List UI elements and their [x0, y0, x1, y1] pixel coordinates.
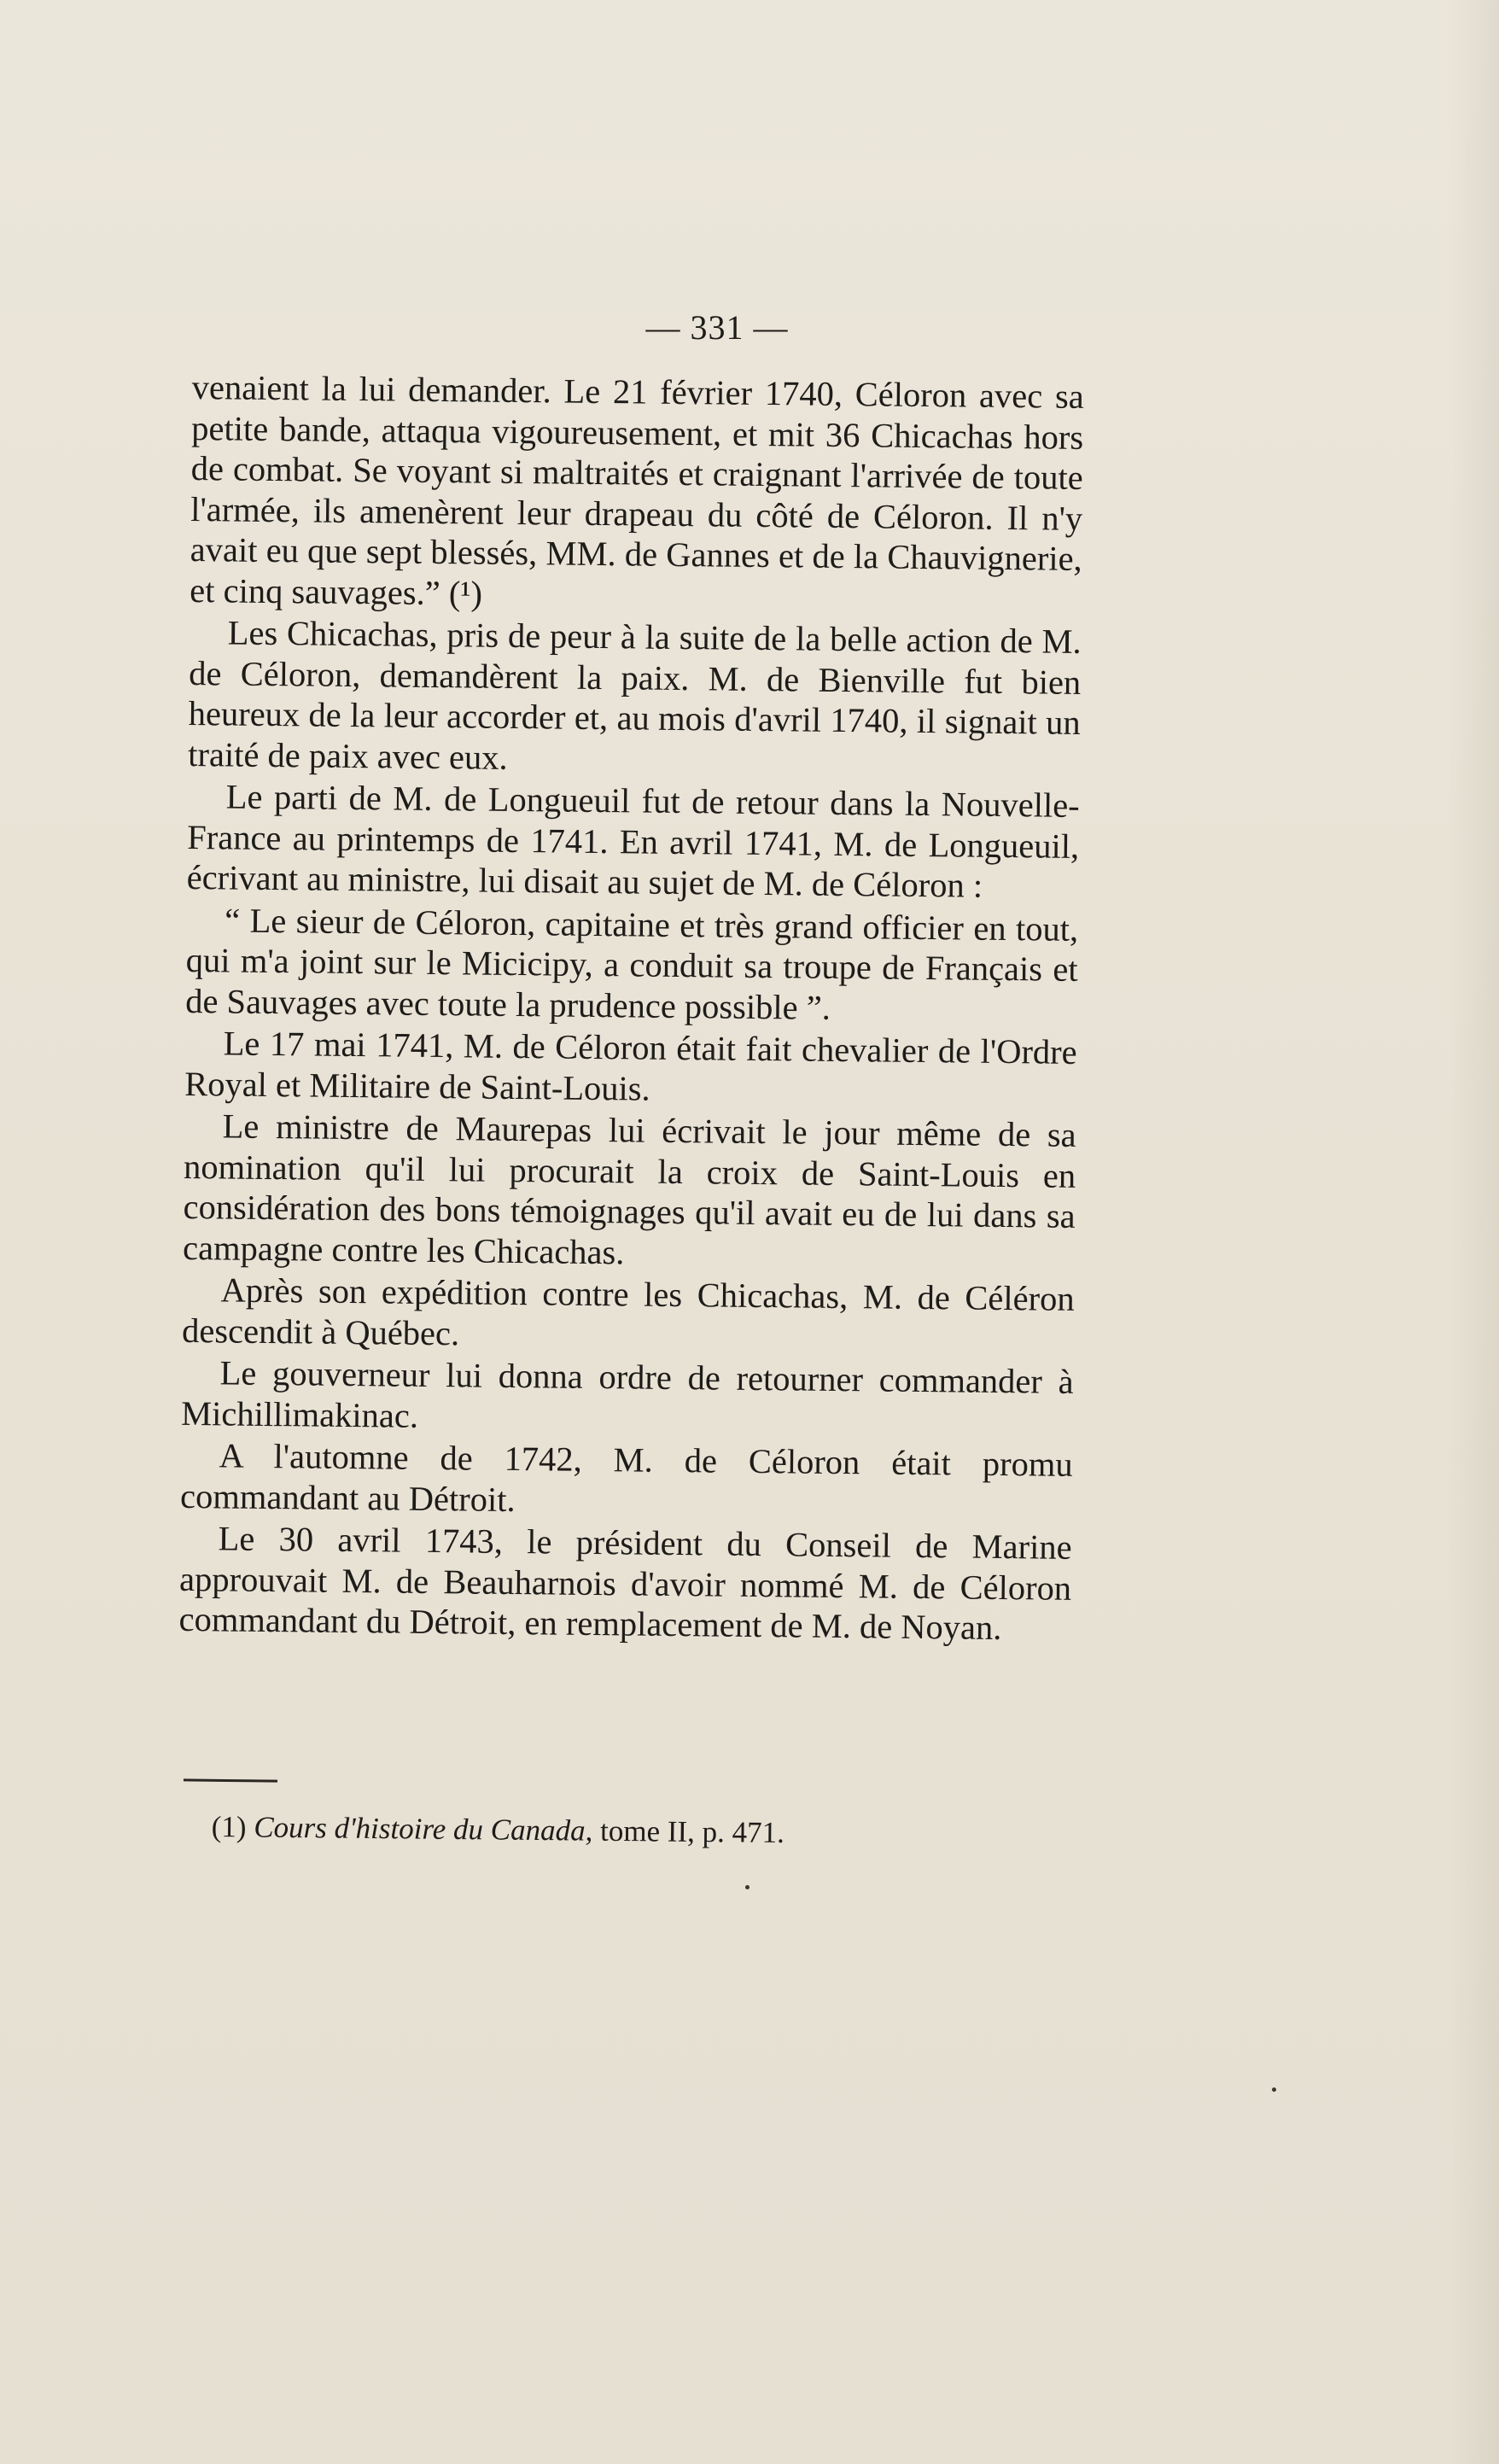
paragraph: Le 17 mai 1741, M. de Céloron était fait chevalier de l'Ordre Royal et Militaire de Saint-Louis.: [184, 1024, 1077, 1108]
paragraph: Le 30 avril 1743, le président du Conseil de Marine approuvait M. de Beauharnois d'avoir nommé M. de Céloron commandant du Détroit, en remplacement de M. de Noyan.: [178, 1519, 1072, 1648]
quotation-paragraph: “ Le sieur de Céloron, capitaine et très grand officier en tout, qui m'a joint sur le Micicipy, a conduit sa troupe de Français et de Sauvages avec toute la prudence possible ”.: [184, 900, 1079, 1027]
body-text: [178, 367, 1084, 1650]
paragraph: Le parti de M. de Longueuil fut de retour dans la Nouvelle-France au printemps de 1741. En avril 1741, M. de Longueuil, écrivant au ministre, lui disait au sujet de M. de Céloron :: [186, 777, 1080, 905]
paper-speck: [745, 1885, 750, 1889]
paragraph: Le gouverneur lui donna ordre de retourner commander à Michillimakinac.: [180, 1353, 1074, 1435]
footnote-separator: [184, 1778, 277, 1782]
page-number: — 331 —: [645, 308, 789, 347]
paper-speck: [1272, 2087, 1276, 2092]
footnote-title: Cours d'histoire du Canada,: [254, 1810, 593, 1848]
paragraph: A l'automne de 1742, M. de Céloron était promu commandant au Détroit.: [179, 1436, 1073, 1519]
paragraph: Le ministre de Maurepas lui écrivait le jour même de sa nomination qu'il lui procurait la croix de Saint-Louis en considération des bons témoignages qu'il avait eu de lui dans sa campagne contre les Chicachas.: [182, 1106, 1076, 1271]
paragraph: venaient la lui demander. Le 21 février 1740, Céloron avec sa petite bande, attaqua vigoureusement, et mit 36 Chicachas hors de combat. Se voyant si maltraités et craignant l'arrivée de toute l'armée, ils amenèrent leur drapeau du côté de Céloron. Il n'y avait eu que sept blessés, MM. de Gannes et de la Chauvignerie, et cinq sauvages.” (¹): [190, 367, 1084, 613]
footnote: [212, 1808, 785, 1852]
footnote-mark: (1): [211, 1810, 247, 1844]
footnote-reference: tome II, p. 471.: [592, 1813, 785, 1850]
paragraph: Après son expédition contre les Chicachas, M. de Céléron descendit à Québec.: [181, 1270, 1075, 1352]
bleed-through-texture: [1118, 278, 1499, 1907]
paragraph: Les Chicachas, pris de peur à la suite de la belle action de M. de Céloron, demandèrent la paix. M. de Bienville fut bien heureux de la leur accorder et, au mois d'avril 1740, il signait un traité de paix avec eux.: [188, 613, 1082, 777]
